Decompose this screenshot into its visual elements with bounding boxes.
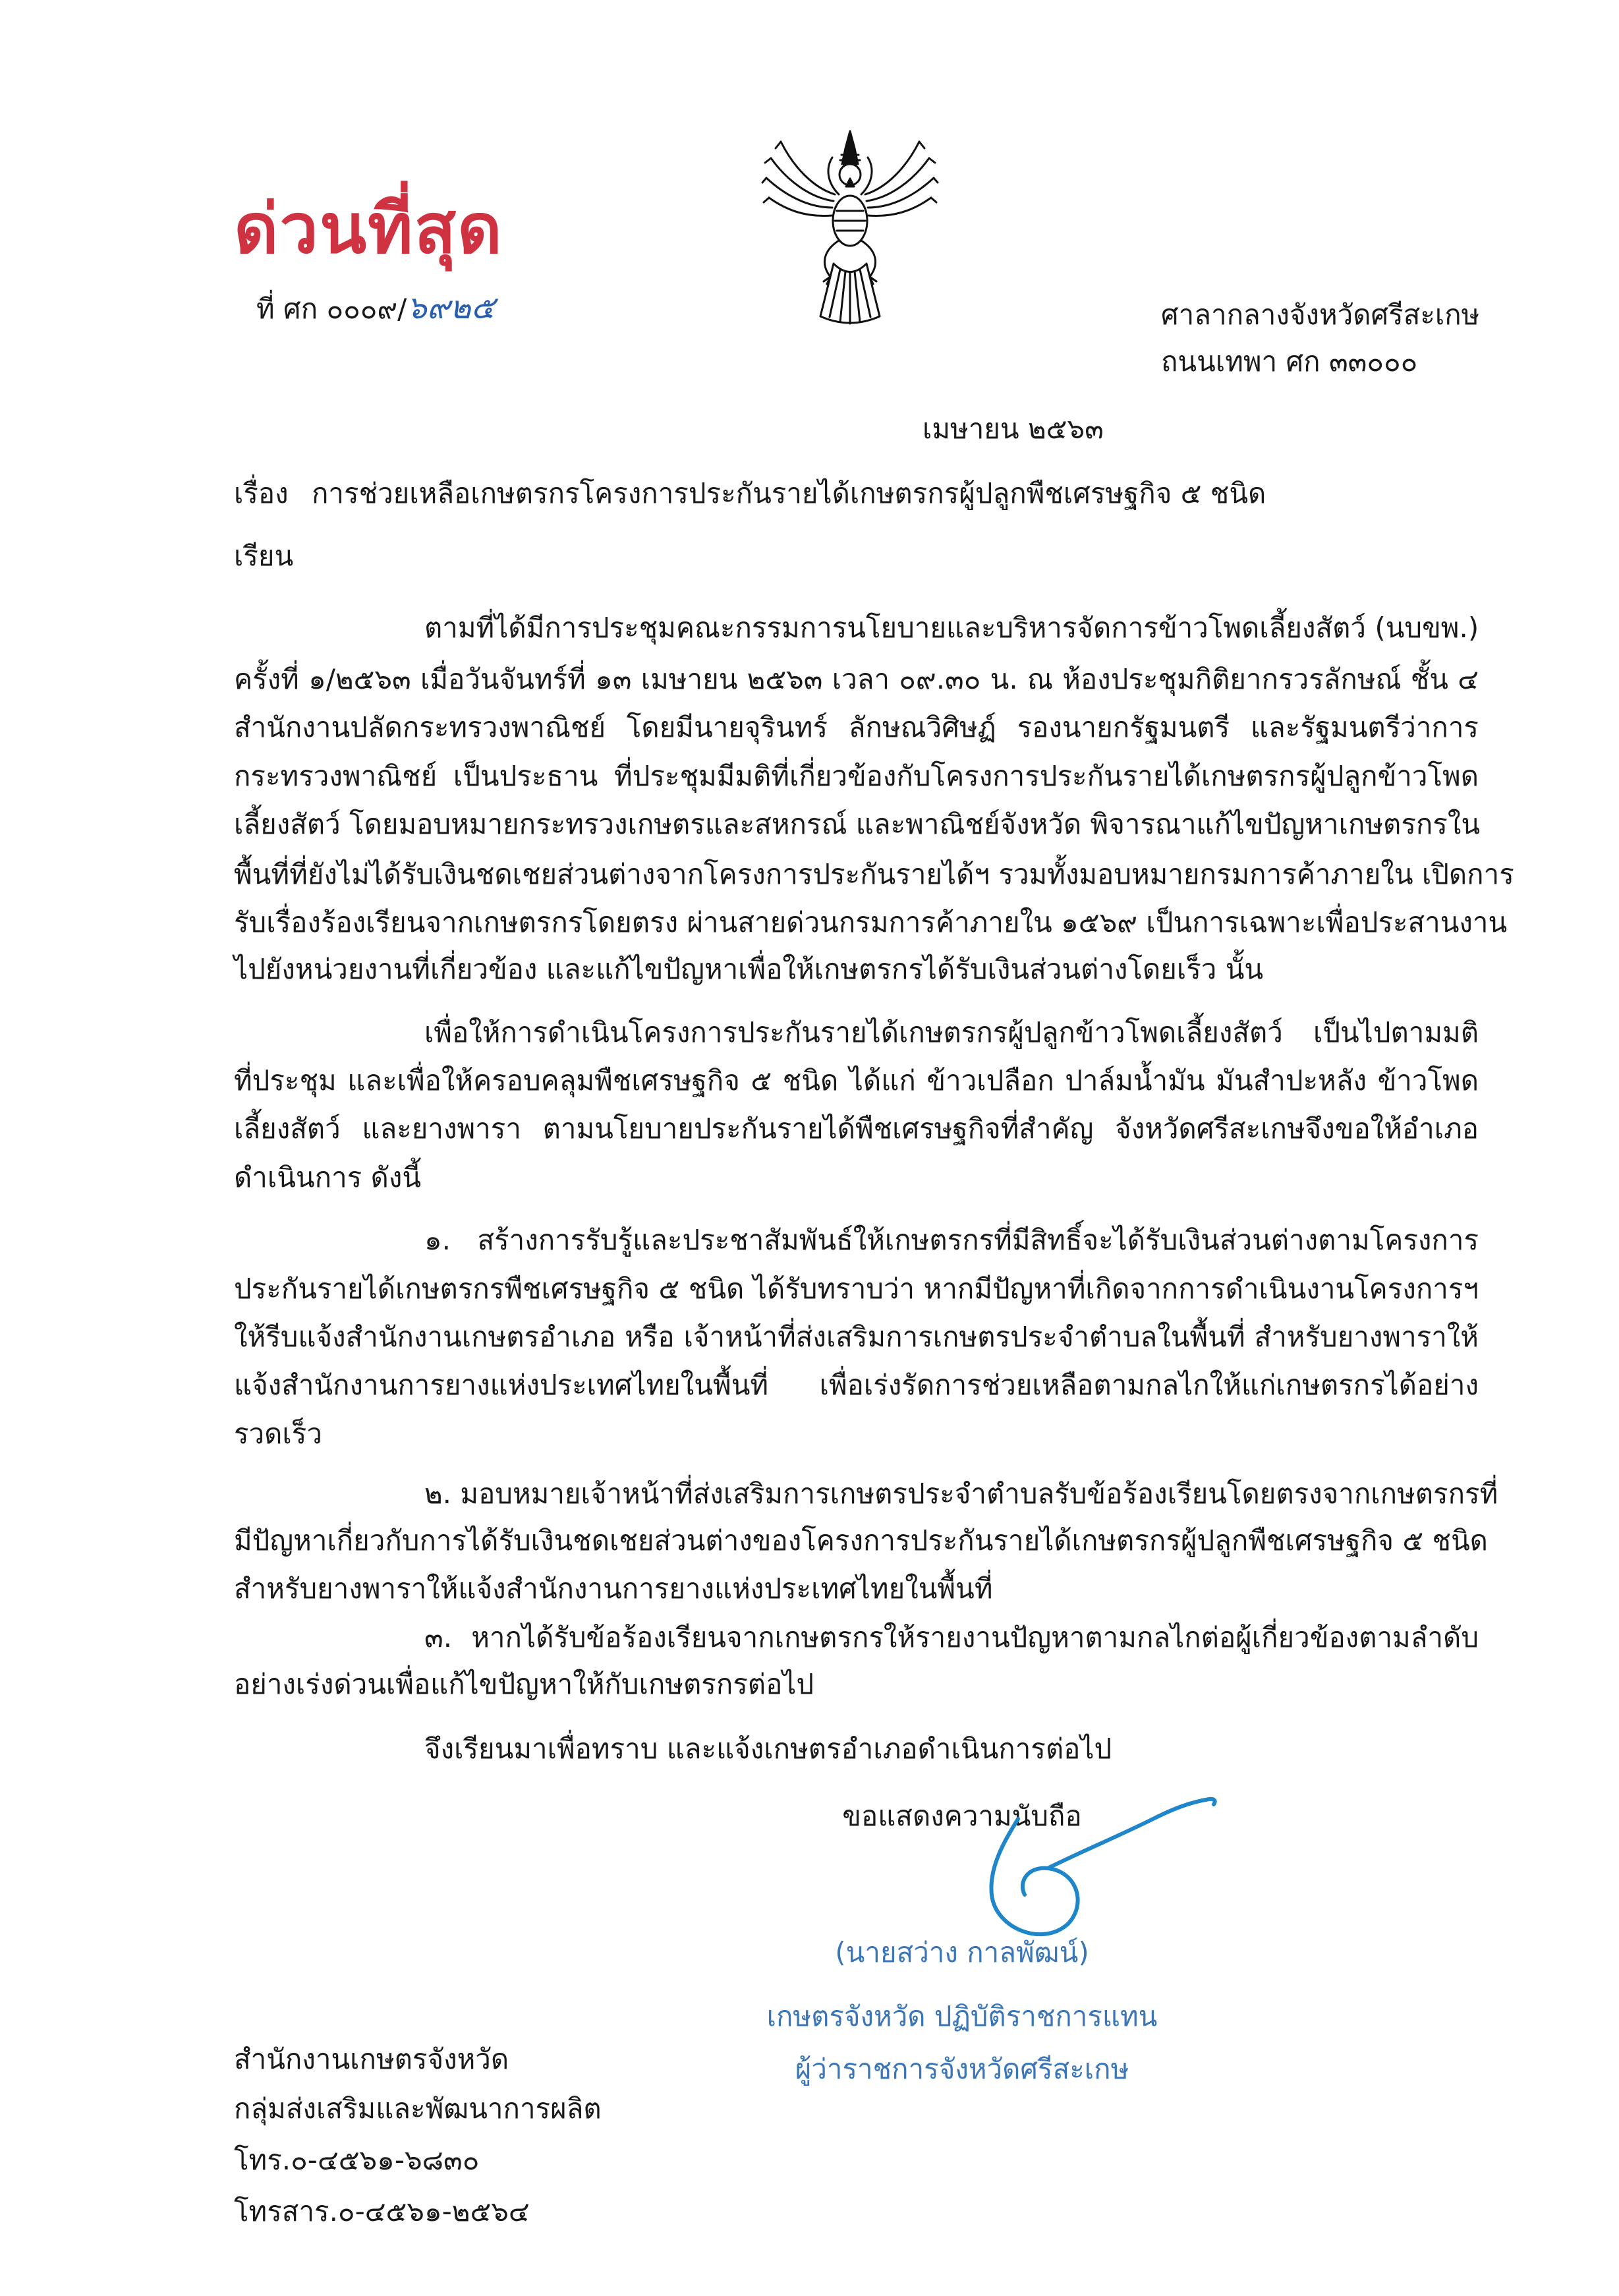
paragraph2-line: ดำเนินการ ดังนี้: [234, 1161, 422, 1193]
footer-office: สำนักงานเกษตรจังหวัด: [234, 2043, 509, 2075]
item3-line: อย่างเร่งด่วนเพื่อแก้ไขปัญหาให้กับเกษตรกรต่อไป: [234, 1668, 814, 1700]
item1-line: ๑. สร้างการรับรู้และประชาสัมพันธ์ให้เกษตรกรที่มีสิทธิ์จะได้รับเงินส่วนต่างตามโครงการ: [424, 1224, 1479, 1256]
item2-line: มีปัญหาเกี่ยวกับการได้รับเงินชดเชยส่วนต่างของโครงการประกันรายได้เกษตรกรผู้ปลูกพืชเศรษฐกิจ ๕ ชนิด: [234, 1524, 1488, 1557]
footer-phone: โทร.๐-๔๕๖๑-๖๘๓๐: [234, 2144, 480, 2176]
paragraph1-line: ไปยังหน่วยงานที่เกี่ยวข้อง และแก้ไขปัญหาเพื่อให้เกษตรกรได้รับเงินส่วนต่างโดยเร็ว นั้น: [234, 953, 1264, 985]
paragraph1-line: ตามที่ได้มีการประชุมคณะกรรมการนโยบายและบริหารจัดการข้าวโพดเลี้ยงสัตว์ (นบขพ.): [424, 612, 1479, 644]
document-date: เมษายน ๒๕๖๓: [923, 413, 1104, 445]
paragraph1-line: ครั้งที่ ๑/๒๕๖๓ เมื่อวันจันทร์ที่ ๑๓ เมษายน ๒๕๖๓ เวลา ๐๙.๓๐ น. ณ ห้องประชุมกิติยากรวรลักษณ์ ชั้น ๔: [234, 663, 1479, 695]
signatory-position: เกษตรจังหวัด ปฏิบัติราชการแทน: [766, 2000, 1158, 2032]
address-line-2: ถนนเทพา ศก ๓๓๐๐๐: [1161, 345, 1418, 378]
paragraph1-line: กระทรวงพาณิชย์ เป็นประธาน ที่ประชุมมีมติที่เกี่ยวข้องกับโครงการประกันรายได้เกษตรกรผู้ปลูกข้าวโพด: [234, 760, 1479, 792]
paragraph2-line: ที่ประชุม และเพื่อให้ครอบคลุมพืชเศรษฐกิจ ๕ ชนิด ได้แก่ ข้าวเปลือก ปาล์มน้ำมัน มันสำปะหลัง ข้าวโพด: [234, 1064, 1479, 1097]
item1-line: รวดเร็ว: [234, 1418, 322, 1450]
paragraph2-line: เลี้ยงสัตว์ และยางพารา ตามนโยบายประกันรายได้พืชเศรษฐกิจที่สำคัญ จังหวัดศรีสะเกษจึงขอให้อำเภอ: [234, 1112, 1479, 1145]
subject-text: การช่วยเหลือเกษตรกรโครงการประกันรายได้เกษตรกรผู้ปลูกพืชเศรษฐกิจ ๕ ชนิด: [312, 477, 1266, 509]
footer-division: กลุ่มส่งเสริมและพัฒนาการผลิต: [234, 2092, 602, 2125]
paragraph1-line: สำนักงานปลัดกระทรวงพาณิชย์ โดยมีนายจุรินทร์ ลักษณวิศิษฏ์ รองนายกรัฐมนตรี และรัฐมนตรีว่าการ: [234, 711, 1479, 743]
urgency-stamp: ด่วนที่สุด: [234, 188, 503, 269]
signatory-name: (นายสว่าง กาลพัฒน์): [835, 1936, 1089, 1968]
signatory-acting-for: ผู้ว่าราชการจังหวัดศรีสะเกษ: [795, 2053, 1129, 2085]
salutation: เรียน: [234, 540, 294, 572]
document-number: [256, 286, 718, 330]
paragraph1-line: เลี้ยงสัตว์ โดยมอบหมายกระทรวงเกษตรและสหกรณ์ และพาณิชย์จังหวัด พิจารณาแก้ไขปัญหาเกษตรกรใน: [234, 808, 1481, 840]
address-line-1: ศาลากลางจังหวัดศรีสะเกษ: [1161, 299, 1480, 331]
item2-line: สำหรับยางพาราให้แจ้งสำนักงานการยางแห่งประเทศไทยในพื้นที่: [234, 1572, 993, 1605]
handwritten-signature-icon: [955, 1773, 1219, 1957]
signoff: ขอแสดงความนับถือ: [842, 1800, 1082, 1832]
subject-label: เรื่อง: [234, 477, 289, 509]
paragraph1-line: รับเรื่องร้องเรียนจากเกษตรกรโดยตรง ผ่านสายด่วนกรมการค้าภายใน ๑๕๖๙ เป็นการเฉพาะเพื่อประสานงาน: [234, 906, 1508, 938]
item1-line: ให้รีบแจ้งสำนักงานเกษตรอำเภอ หรือ เจ้าหน้าที่ส่งเสริมการเกษตรประจำตำบลในพื้นที่ สำหรับยางพาราให้: [234, 1321, 1479, 1353]
garuda-emblem-icon: [761, 129, 939, 326]
item1-line: ประกันรายได้เกษตรกรพืชเศรษฐกิจ ๕ ชนิด ได้รับทราบว่า หากมีปัญหาที่เกิดจากการดำเนินงานโครงการฯ: [234, 1273, 1479, 1305]
paragraph1-line: พื้นที่ที่ยังไม่ได้รับเงินชดเชยส่วนต่างจากโครงการประกันรายได้ฯ รวมทั้งมอบหมายกรมการค้าภายใน เปิดการ: [234, 858, 1514, 890]
paragraph2-line: เพื่อให้การดำเนินโครงการประกันรายได้เกษตรกรผู้ปลูกข้าวโพดเลี้ยงสัตว์ เป็นไปตามมติ: [424, 1016, 1479, 1048]
item3-line: ๓. หากได้รับข้อร้องเรียนจากเกษตรกรให้รายงานปัญหาตามกลไกต่อผู้เกี่ยวข้องตามลำดับ: [424, 1621, 1479, 1653]
closing-sentence: จึงเรียนมาเพื่อทราบ และแจ้งเกษตรอำเภอดำเนินการต่อไป: [424, 1733, 1112, 1765]
item2-line: ๒. มอบหมายเจ้าหน้าที่ส่งเสริมการเกษตรประจำตำบลรับข้อร้องเรียนโดยตรงจากเกษตรกรที่: [424, 1478, 1498, 1510]
document-number-handwritten: ๖๙๒๕: [407, 289, 495, 326]
footer-fax: โทรสาร.๐-๔๕๖๑-๒๕๖๔: [234, 2195, 530, 2227]
item1-line: แจ้งสำนักงานการยางแห่งประเทศไทยในพื้นที่ เพื่อเร่งรัดการช่วยเหลือตามกลไกให้แก่เกษตรกรได้อย่าง: [234, 1369, 1479, 1401]
document-number-prefix: ที่ ศก ๐๐๐๙/: [256, 293, 407, 325]
